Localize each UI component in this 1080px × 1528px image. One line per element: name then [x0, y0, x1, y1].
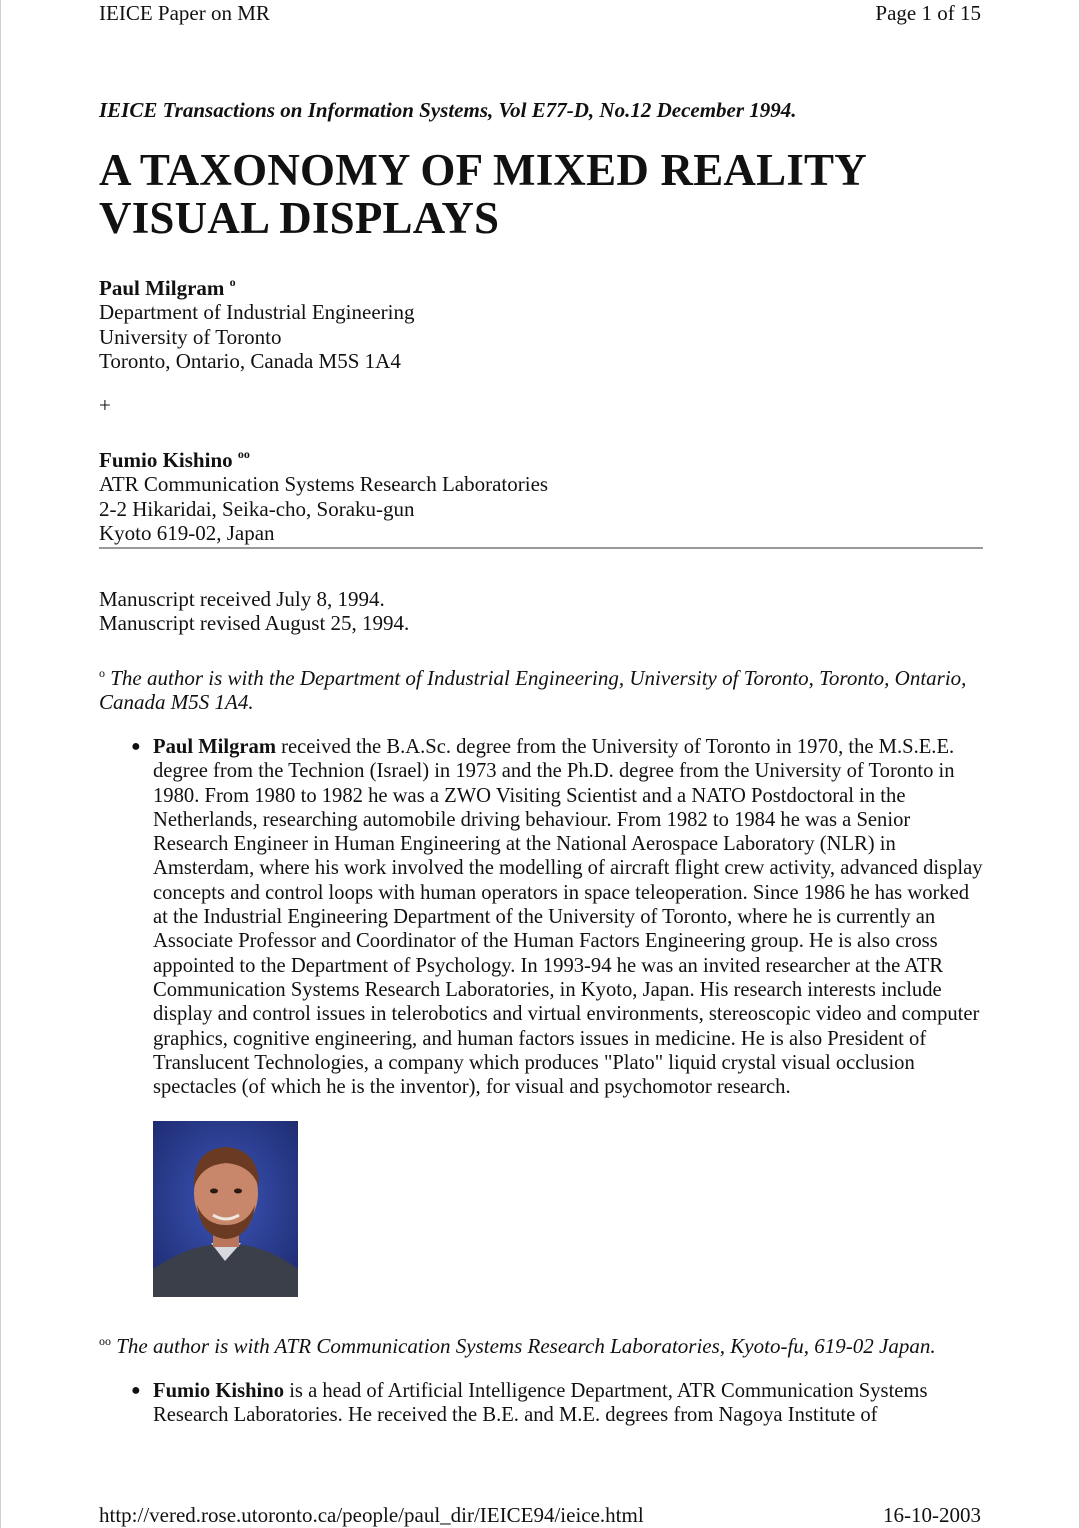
author2-lab: ATR Communication Systems Research Laboratories	[99, 472, 549, 497]
paper-title-line2: VISUAL DISPLAYS	[99, 193, 500, 243]
author2-block	[99, 442, 548, 545]
author1-address: Toronto, Ontario, Canada M5S 1A4	[99, 348, 401, 373]
author1-name: Paul Milgram	[99, 276, 225, 300]
author1-affiliation-note	[99, 661, 979, 714]
journal-citation: IEICE Transactions on Information Systems, Vol E77-D, No.12 December 1994.	[99, 98, 797, 122]
bullet-icon: ●	[131, 1382, 141, 1399]
bio1-text: received the B.A.Sc. degree from the University of Toronto in 1970, the M.S.E.E. degree from the Technion (Israel) in 1973 and the Ph.D. degree from the University of Toronto in 1980. From 1980 to 1982 he was a ZWO Visiting Scientist and a NATO Postdoctoral in the Netherlands, researching automobile driving behaviour. From 1982 to 1984 he was a Senior Research Engineer in Human Engineering at the National Aerospace Laboratory (NLR) in Amsterdam, where his work involved the modelling of aircraft flight crew activity, advanced display concepts and control loops with human operators in space teleoperation. Since 1986 he has worked at the Industrial Engineering Department of the University of Toronto, where he is currently an Associate Professor and Coordinator of the Human Factors Engineering group. He is also cross appointed to the Department of Psychology. In 1993-94 he was an invited researcher at the ATR Communication Systems Research Laboratories, in Kyoto, Japan. His research interests include display and control issues in telerobotics and virtual environments, stereoscopic video and computer graphics, cognitive engineering, and human factors issues in medicine. He is also President of Translucent Technologies, a company which produces "Plato" liquid crystal visual occlusion spectacles (of which he is the inventor), for visual and psychomotor research.	[153, 736, 983, 1099]
manuscript-dates	[99, 587, 409, 636]
bullet-icon: ●	[131, 738, 141, 755]
author1-mark: o	[229, 275, 236, 289]
paper-title-line1: A TAXONOMY OF MIXED REALITY	[99, 145, 867, 195]
bio1-name: Paul Milgram	[153, 736, 276, 758]
author2-name: Fumio Kishino	[99, 448, 233, 472]
note1-text: The author is with the Department of Industrial Engineering, University of Toronto, Toronto, Ontario, Canada M5S 1A4.	[99, 666, 967, 714]
bio2-name: Fumio Kishino	[153, 1380, 285, 1402]
author1-dept: Department of Industrial Engineering	[99, 300, 415, 325]
bio2-text: is a head of Artificial Intelligence Department, ATR Communication Systems Research Laboratories. He received the B.E. and M.E. degrees from Nagoya Institute of	[153, 1380, 928, 1427]
author2-bio-list-item	[131, 1379, 985, 1428]
page-header-pagenum: Page 1 of 15	[875, 1, 981, 25]
author1-block	[99, 270, 414, 373]
author2-city: Kyoto 619-02, Japan	[99, 520, 275, 545]
author1-bio-list-item	[131, 735, 985, 1099]
author2-mark: oo	[237, 447, 250, 461]
author2-street: 2-2 Hikaridai, Seika-cho, Soraku-gun	[99, 496, 415, 521]
author1-university: University of Toronto	[99, 324, 282, 349]
page-header-title: IEICE Paper on MR	[99, 1, 270, 25]
manuscript-revised: Manuscript revised August 25, 1994.	[99, 611, 410, 636]
note2-text: The author is with ATR Communication Systems Research Laboratories, Kyoto-fu, 619-02 Japan.	[116, 1334, 936, 1358]
horizontal-rule	[99, 547, 983, 549]
note2-mark: oo	[99, 1334, 111, 1348]
paper-title	[99, 146, 867, 242]
author1-portrait-photo	[153, 1121, 298, 1297]
author-separator: +	[99, 393, 111, 417]
page-footer-url: http://vered.rose.utoronto.ca/people/paul_dir/IEICE94/ieice.html	[99, 1503, 644, 1527]
note1-mark: o	[99, 666, 105, 680]
author2-affiliation-note	[99, 1329, 979, 1358]
page-footer-date: 16-10-2003	[883, 1503, 981, 1527]
manuscript-received: Manuscript received July 8, 1994.	[99, 587, 385, 611]
